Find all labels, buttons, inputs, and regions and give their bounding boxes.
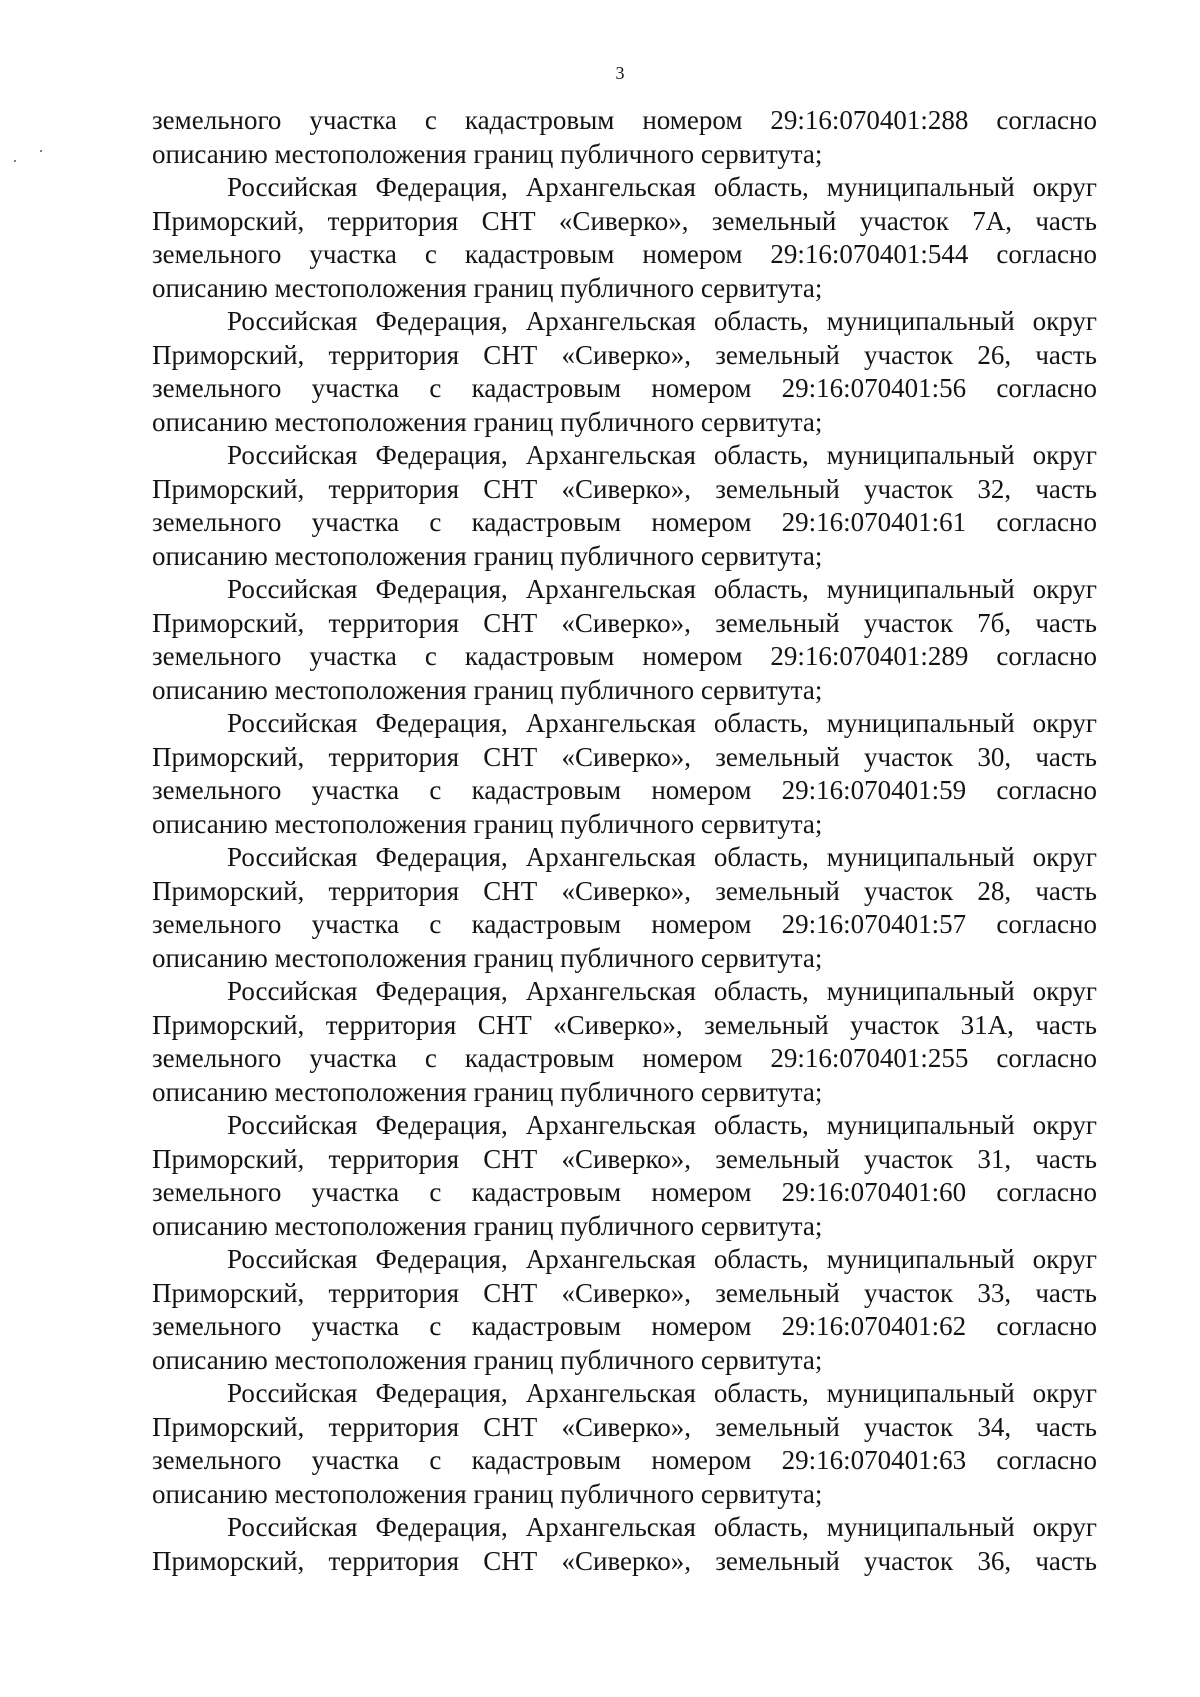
text-line: земельного участка с кадастровым номером 29:16:070401:63 согласно: [152, 1445, 1097, 1475]
text-line: описанию местоположения границ публичного сервитута;: [152, 1210, 823, 1241]
text-line: земельного участка с кадастровым номером 29:16:070401:289 согласно: [152, 641, 1097, 671]
text-line: описанию местоположения границ публичного сервитута;: [152, 1076, 823, 1107]
text-line: Приморский, территория СНТ «Сиверко», земельный участок 30, часть: [152, 741, 1097, 772]
text-line: Российская Федерация, Архангельская область, муниципальный округ: [227, 1378, 1097, 1408]
paragraph: [152, 1511, 1097, 1578]
text-line: описанию местоположения границ публичного сервитута;: [152, 1344, 823, 1375]
text-line: Приморский, территория СНТ «Сиверко», земельный участок 7б, часть: [152, 607, 1097, 638]
scan-speck: [14, 160, 16, 162]
text-line: Приморский, территория СНТ «Сиверко», земельный участок 7А, часть: [152, 205, 1097, 236]
paragraph: [152, 841, 1097, 975]
text-line: Приморский, территория СНТ «Сиверко», земельный участок 31, часть: [152, 1143, 1097, 1174]
text-line: описанию местоположения границ публичного сервитута;: [152, 138, 823, 169]
text-line: описанию местоположения границ публичного сервитута;: [152, 406, 823, 437]
paragraph: [152, 707, 1097, 841]
text-line: Приморский, территория СНТ «Сиверко», земельный участок 33, часть: [152, 1277, 1097, 1308]
paragraph: [152, 305, 1097, 439]
text-line: Российская Федерация, Архангельская область, муниципальный округ: [227, 440, 1097, 470]
text-line: описанию местоположения границ публичного сервитута;: [152, 942, 823, 973]
text-line: Приморский, территория СНТ «Сиверко», земельный участок 36, часть: [152, 1545, 1097, 1576]
text-line: описанию местоположения границ публичного сервитута;: [152, 272, 823, 303]
paragraph: [152, 1377, 1097, 1511]
text-line: земельного участка с кадастровым номером 29:16:070401:255 согласно: [152, 1043, 1097, 1073]
text-line: земельного участка с кадастровым номером 29:16:070401:60 согласно: [152, 1177, 1097, 1207]
text-line: земельного участка с кадастровым номером 29:16:070401:56 согласно: [152, 373, 1097, 403]
paragraph: [152, 975, 1097, 1109]
text-line: земельного участка с кадастровым номером 29:16:070401:62 согласно: [152, 1311, 1097, 1341]
text-line: Приморский, территория СНТ «Сиверко», земельный участок 28, часть: [152, 875, 1097, 906]
scan-speck: [40, 150, 42, 152]
text-line: Российская Федерация, Архангельская область, муниципальный округ: [227, 1512, 1097, 1542]
text-line: земельного участка с кадастровым номером 29:16:070401:57 согласно: [152, 909, 1097, 939]
text-line: земельного участка с кадастровым номером 29:16:070401:61 согласно: [152, 507, 1097, 537]
text-line: описанию местоположения границ публичного сервитута;: [152, 808, 823, 839]
text-line: Российская Федерация, Архангельская область, муниципальный округ: [227, 306, 1097, 336]
text-line: Приморский, территория СНТ «Сиверко», земельный участок 32, часть: [152, 473, 1097, 504]
page-number: 3: [615, 63, 625, 83]
text-line: Российская Федерация, Архангельская область, муниципальный округ: [227, 708, 1097, 738]
text-line: земельного участка с кадастровым номером 29:16:070401:59 согласно: [152, 775, 1097, 805]
text-line: Российская Федерация, Архангельская область, муниципальный округ: [227, 1110, 1097, 1140]
paragraph: [152, 171, 1097, 305]
text-line: Российская Федерация, Архангельская область, муниципальный округ: [227, 842, 1097, 872]
document-body: [152, 104, 1097, 1578]
text-line: Российская Федерация, Архангельская область, муниципальный округ: [227, 1244, 1097, 1274]
text-line: Российская Федерация, Архангельская область, муниципальный округ: [227, 574, 1097, 604]
text-line: описанию местоположения границ публичного сервитута;: [152, 540, 823, 571]
text-line: Российская Федерация, Архангельская область, муниципальный округ: [227, 172, 1097, 202]
text-line: Российская Федерация, Архангельская область, муниципальный округ: [227, 976, 1097, 1006]
text-line: описанию местоположения границ публичного сервитута;: [152, 674, 823, 705]
paragraph: [152, 573, 1097, 707]
text-line: Приморский, территория СНТ «Сиверко», земельный участок 34, часть: [152, 1411, 1097, 1442]
text-line: описанию местоположения границ публичного сервитута;: [152, 1478, 823, 1509]
paragraph: [152, 104, 1097, 171]
paragraph: [152, 1243, 1097, 1377]
text-line: Приморский, территория СНТ «Сиверко», земельный участок 26, часть: [152, 339, 1097, 370]
text-line: земельного участка с кадастровым номером 29:16:070401:288 согласно: [152, 105, 1097, 135]
text-line: земельного участка с кадастровым номером 29:16:070401:544 согласно: [152, 239, 1097, 269]
paragraph: [152, 439, 1097, 573]
paragraph: [152, 1109, 1097, 1243]
text-line: Приморский, территория СНТ «Сиверко», земельный участок 31А, часть: [152, 1009, 1097, 1040]
